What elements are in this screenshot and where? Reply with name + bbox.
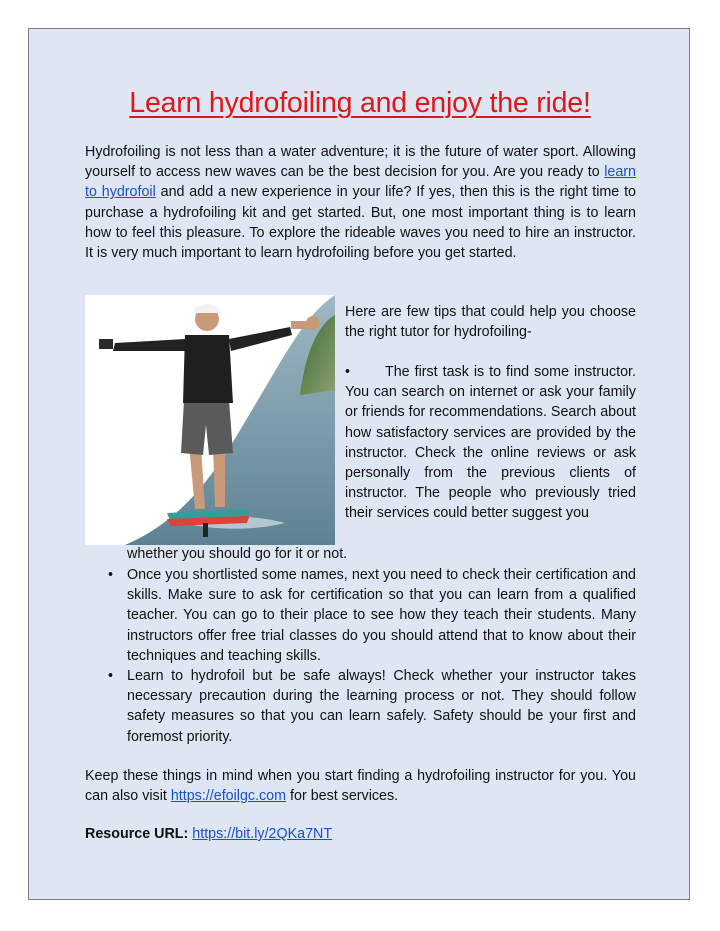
resource-line [85,826,332,842]
intro-text-1: Hydrofoiling is not less than a water adventure; it is the future of water sport. Allowing yourself to access new waves can be the best decision for you. Are you ready to [85,144,636,181]
tip-1-text: The first task is to find some instructor. You can search on internet or ask your family or friends for recommendations. Search about how satisfactory services are provided by the instructor. Check the online reviews or ask personally from the previous clients of instructor. The people who previously tried their services could better suggest you [345,364,636,522]
document-page [28,28,690,900]
closing-paragraph [85,766,636,806]
resource-url-link[interactable]: https://bit.ly/2QKa7NT [192,826,333,842]
resource-label: Resource URL: [85,826,189,842]
efoilgc-link[interactable]: https://efoilgc.com [170,788,287,805]
learn-to-hydrofoil-link[interactable]: learn to hydrofoil [85,164,636,201]
bullet-icon: • [108,567,114,583]
list-item [105,666,636,747]
bullet-icon: • [108,668,114,685]
closing-text-2: for best services. [286,788,399,805]
tips-intro: Here are few tips that could help you choose the right tutor for hydrofoiling- [345,304,636,341]
tip-2-text: Once you shortlisted some names, next you need to check their certification and skills. Make sure to ask for certification so that you can learn from a qualified teacher. You can go to their place to see how they teach their students. Many instructors offer free trial classes do you should attend that to know about their techniques and teaching skills. [127,567,636,664]
intro-paragraph [85,142,636,263]
intro-text-2: and add a new experience in your life? If yes, then this is the right time to purchase a hydrofoiling kit and get started. But, one most important thing is to learn how to feel this pleasure. To explore the rideable waves you need to hire an instructor. It is very much important to learn hydrofoiling before you get started. [85,184,637,262]
tips-list [105,565,636,747]
closing-text-1: Keep these things in mind when you start finding a hydrofoiling instructor for you. You can also visit [85,768,636,805]
list-item [105,565,636,666]
page-title: Learn hydrofoiling and enjoy the ride! [129,87,591,119]
hydrofoil-rider-photo [85,295,335,545]
bullet-icon: • [345,364,351,380]
tip-3-text: Learn to hydrofoil but be safe always! Check whether your instructor takes necessary precaution during the learning process or not. They should follow safety measures so that you can learn safely. Safety should be your first and foremost priority. [127,668,636,745]
tip-item-1 [345,362,636,524]
tip-1-continuation: whether you should go for it or not. [127,546,348,562]
